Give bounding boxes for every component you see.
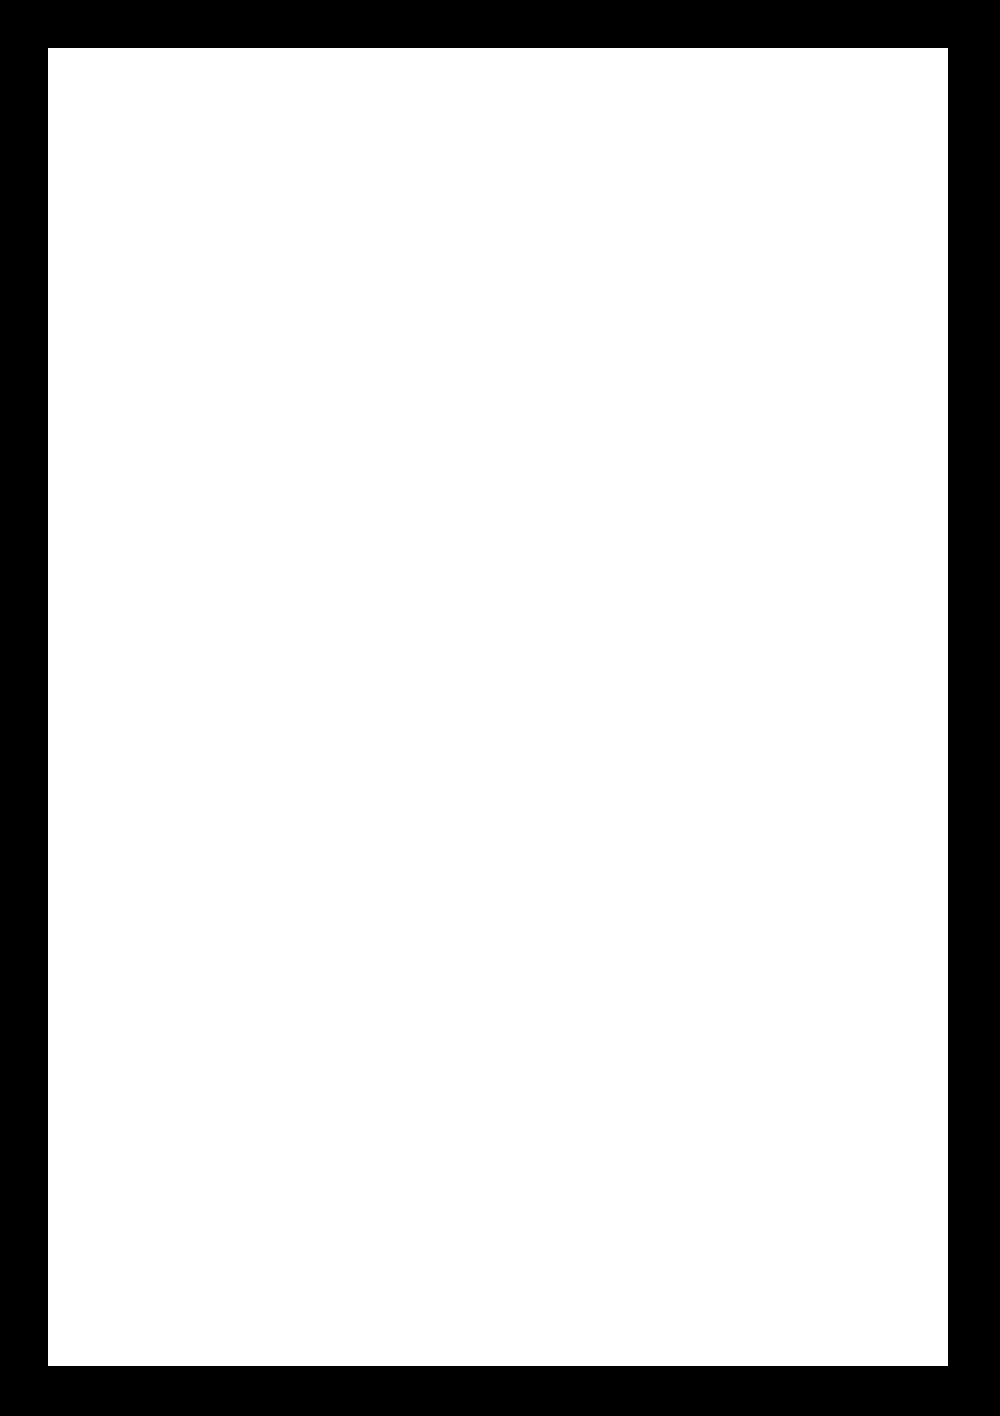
section-meta-fit-und-gesund xyxy=(114,1003,205,1052)
section-meta-bergsteigerlager xyxy=(114,171,205,220)
document-page xyxy=(48,48,948,1366)
leitung-row xyxy=(114,171,205,196)
ort-row xyxy=(114,1028,205,1053)
leitung-row xyxy=(114,1003,205,1028)
ort-row xyxy=(114,196,205,221)
